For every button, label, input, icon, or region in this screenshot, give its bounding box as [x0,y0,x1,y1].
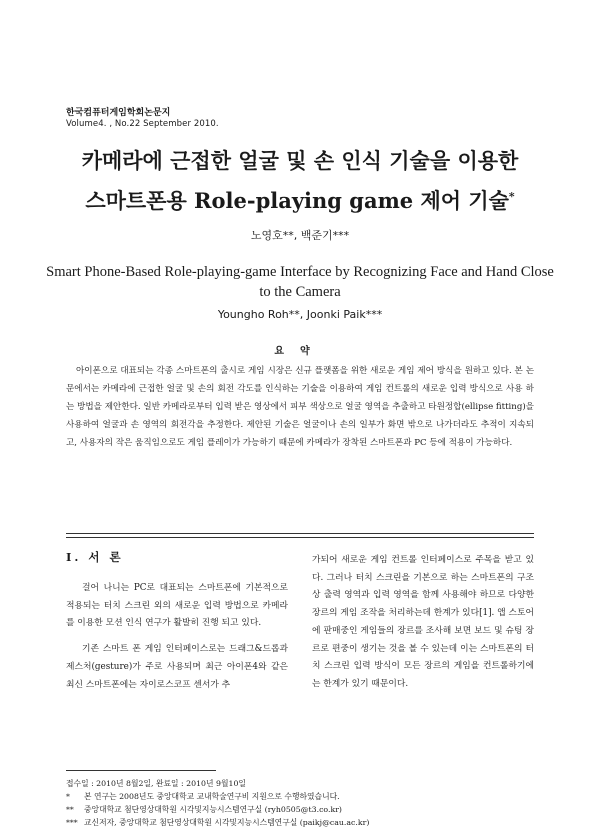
authors-korean [0,227,600,243]
section-heading-introduction: Ⅰ. 서 론 [66,550,124,564]
author-ko-2: 백준기 [300,229,333,242]
intro-paragraph-continued: 가되어 새로운 게임 컨트롤 인터페이스로 주목을 받고 있다. 그러나 터치 스크린을 기본으로 하는 스마트폰의 구조상 출력 영역과 입력 영역을 함께 사용해야 하므로 다양한 장르의 게임 조작을 처리하는데 한계가 있다[1]. 앱 스토어에 판매중인 게임들의 장르를 조사해 보면 보드 및 슈팅 장르로 편중이 생기는 것을 볼 수 있는데 이는 스마트폰의 터치 스크린 입력 방식이 모든 장르의 게임을 컨트롤하기에는 한계가 있기 때문이다. [312,555,534,689]
title-korean-line2 [0,182,600,216]
title-english: Smart Phone-Based Role-playing-game Interface by Recognizing Face and Hand Close to the Camera [46,264,554,300]
footnote-3-mark: *** [66,818,78,827]
footnote-3 [66,816,536,829]
abstract-heading: 요약 [274,346,326,357]
title-korean-line1: 카메라에 근접한 얼굴 및 손 인식 기술을 이용한 [81,148,519,173]
abstract-divider-top [66,533,534,534]
author-en-1: Youngho Roh [217,308,289,321]
footnote-1-text: 본 연구는 2008년도 중앙대학교 교내학술연구비 지원으로 수행하였습니다. [84,792,340,801]
intro-paragraph-1: 걸어 나니는 PC로 대표되는 스마트폰에 기본적으로 적용되는 터치 스크린 외의 새로운 입력 방법으로 카메라를 이용한 모션 인식 연구가 활발히 진행 되고 있다. [66,583,288,629]
author-ko-1: 노영호 [250,229,283,242]
author-en-separator: , [299,308,307,321]
author-ko-1-mark: ** [282,229,294,242]
abstract-body: 아이폰으로 대표되는 각종 스마트폰의 출시로 게임 시장은 신규 플랫폼을 위한 새로운 게임 제어 방식을 원하고 있다. 본 논문에서는 카메라에 근접한 얼굴 및 손의 회전 각도를 인식하는 기술을 이용하여 게임 컨트롤의 새로운 입력 방식으로 사용 하는 방법을 제안한다. 일반 카메라로부터 입력 받은 영상에서 피부 색상으로 얼굴 영역을 추출하고 타원정합(ellipse fitting)을 사용하여 얼굴과 손 영역의 회전각을 추정한다. 제안된 기술은 얼굴이나 손의 일부가 화면 밖으로 나가더라도 추적이 지속되고, 사용자의 작은 움직임으로도 게임 플레이가 가능하기 때문에 카메라가 장착된 스마트폰과 PC 등에 적용이 가능하다. [66,366,534,448]
footnote-1-mark: * [66,792,70,801]
author-en-2: Joonki Paik [306,308,366,321]
footnote-3-text: 교신저자, 중앙대학교 첨단영상대학원 시각및지능시스템연구실 (paikj@cau.ac.kr) [84,818,370,827]
author-en-1-mark: ** [288,308,300,321]
footnote-received: 접수일 : 2010년 8월2일, 완료일 : 2010년 9월10일 [66,779,246,788]
footnote-1 [66,790,536,803]
intro-paragraph-2: 기존 스마트 폰 게임 인터페이스로는 드래그&드롭과 제스처(gesture)가 주로 사용되며 최근 아이폰4와 같은 최신 스마트폰에는 자이로스코프 센서가 추 [66,644,288,690]
title-footnote-mark: * [508,190,515,203]
authors-english [0,308,600,321]
footnotes [66,777,536,829]
author-en-2-mark: *** [365,308,383,321]
footnote-2-mark: ** [66,805,74,814]
journal-volume: Volume4. , No.22 September 2010. [66,119,219,129]
author-ko-separator: , [293,229,301,242]
journal-header [66,108,219,130]
footnote-2-text: 중앙대학교 첨단영상대학원 시각및지능시스템연구실 (ryh0505@t3.co.kr) [84,805,342,814]
footnote-divider [66,770,216,771]
author-ko-2-mark: *** [332,229,350,242]
abstract-divider-bottom [66,537,534,538]
body-column-right [312,552,534,694]
journal-name: 한국컴퓨터게임학회논문지 [66,108,171,118]
footnote-2 [66,803,536,816]
title-korean-line2-text: 스마트폰용 Role-playing game 제어 기술 [85,188,509,213]
body-column-left [66,580,288,694]
